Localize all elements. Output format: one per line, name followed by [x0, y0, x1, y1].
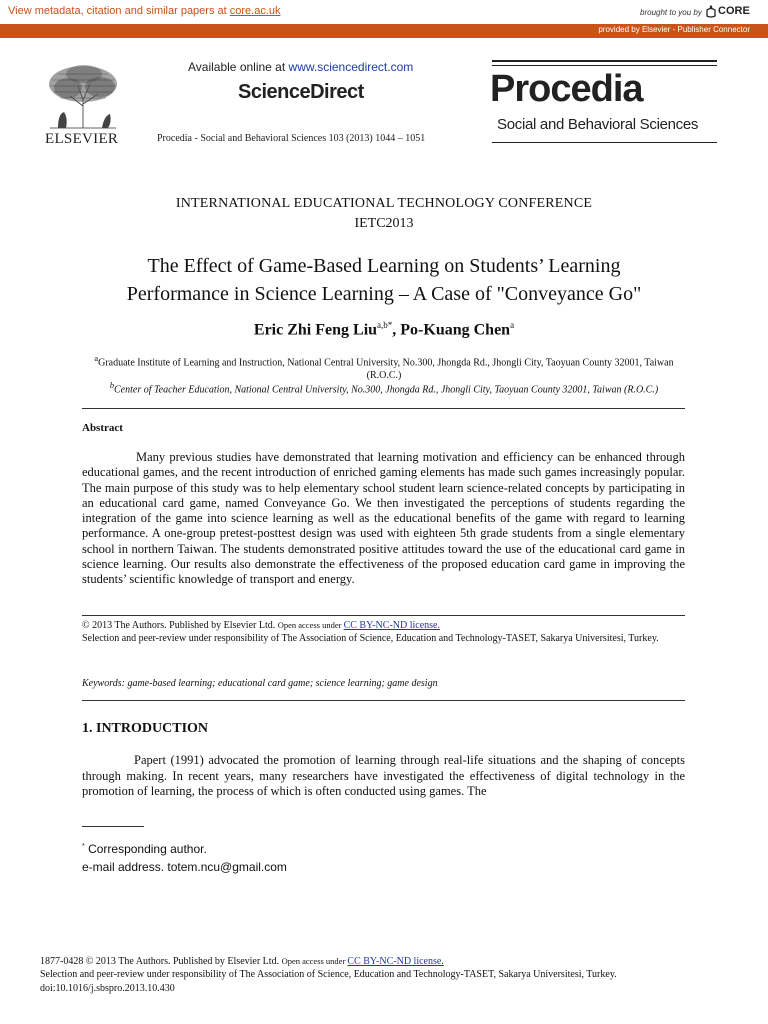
introduction-body: Papert (1991) advocated the promotion of learning through real-life situations and the shaping of concepts through making. In recent years, many researchers have investigated the effectiveness of digital technology in the promotion of learning, the process of which is often conducted using games. The: [82, 753, 685, 798]
journal-reference: Procedia - Social and Behavioral Sciences 103 (2013) 1044 – 1051: [157, 133, 426, 144]
affiliation-text: Graduate Institute of Learning and Instruction, National Central University, No.300, Jhongda Rd., Jhongli City, Taoyuan County 32001, Taiwan (R.O.C.): [98, 357, 674, 382]
core-top-bar: [0, 0, 768, 25]
elsevier-tree-logo-icon: [40, 62, 126, 130]
sciencedirect-logo: ScienceDirect: [238, 81, 364, 103]
author-name: Po-Kuang Chen: [400, 321, 511, 339]
paper-title: [0, 252, 768, 308]
issn-copyright-text: 1877-0428 © 2013 The Authors. Published by Elsevier Ltd.: [40, 956, 282, 967]
open-access-text: Open access under: [277, 620, 344, 630]
copyright-notice: [82, 619, 685, 646]
procedia-subtitle: Social and Behavioral Sciences: [497, 116, 699, 133]
paper-title-line: Performance in Science Learning – A Case of "Conveyance Go": [126, 283, 642, 305]
brought-to-you-label: brought to you by: [640, 8, 702, 17]
affiliation-a: [82, 352, 686, 382]
paper-title-line: The Effect of Game-Based Learning on Students’ Learning: [147, 255, 621, 277]
abstract-heading: Abstract: [82, 422, 123, 434]
metadata-notice: [8, 5, 281, 17]
conference-name: INTERNATIONAL EDUCATIONAL TECHNOLOGY CONFERENCE: [175, 196, 593, 211]
corresponding-author-note: [82, 842, 207, 856]
elsevier-wordmark: ELSEVIER: [45, 131, 119, 147]
copyright-text: © 2013 The Authors. Published by Elsevier Ltd.: [82, 620, 278, 631]
license-link[interactable]: CC BY-NC-ND license.: [343, 620, 440, 631]
procedia-rule: [492, 65, 717, 66]
footnote-rule: [82, 826, 144, 827]
procedia-logo: Procedia: [490, 68, 643, 110]
abstract-body: Many previous studies have demonstrated that learning motivation and efficiency can be enhanced through educational games, and the recent introduction of enriched gaming elements has made such games increasingly popular. The main purpose of this study was to help elementary school student learn science-related concepts by participating in an educational card game, named Conveyance Go. We then investigated the perceptions of students regarding the integration of the game into science learning as well as the educational benefits of the game with regard to learning performance. A one-group pretest-posttest design was used with eighteen 5th grade students from a single elementary school in northern Taiwan. The students demonstrated positive attitudes toward the use of the educational card game in science learning. Our results also demonstrate the effectiveness of the proposed education card game in improving the students’ scientific knowledge of transport and energy.: [82, 450, 685, 587]
affiliation-b: [82, 379, 686, 396]
introduction-heading: 1. INTRODUCTION: [82, 721, 209, 736]
section-divider: [82, 700, 685, 701]
license-link[interactable]: CC BY-NC-ND license.: [347, 956, 444, 967]
core-link[interactable]: core.ac.uk: [229, 5, 281, 17]
keywords: Keywords: game-based learning; educational card game; science learning; game design: [82, 678, 438, 689]
peer-review-text: Selection and peer-review under responsibility of The Association of Science, Education and Technology-TASET, Sakarya Universitesi, Turkey.: [82, 633, 659, 645]
sciencedirect-url-link[interactable]: www.sciencedirect.com: [288, 60, 414, 74]
bottom-publication-info: [40, 955, 660, 995]
author-affil-mark: a,b*: [377, 320, 393, 330]
available-prefix: Available online at: [188, 60, 289, 74]
author-separator: ,: [392, 321, 401, 339]
provided-by-text: provided by Elsevier - Publisher Connector: [598, 25, 750, 34]
author-name: Eric Zhi Feng Liu: [253, 321, 378, 339]
affiliation-text: Center of Teacher Education, National Central University, No.300, Jhongda Rd., Jhongli City, Taoyuan County 32001, Taiwan (R.O.C.): [114, 384, 659, 396]
section-divider: [82, 408, 685, 409]
doi-text: doi:10.1016/j.sbspro.2013.10.430: [40, 982, 175, 994]
peer-review-text: Selection and peer-review under responsibility of The Association of Science, Education and Technology-TASET, Sakarya Universitesi, Turkey.: [40, 969, 617, 981]
open-access-text: Open access under: [281, 956, 348, 966]
author-affil-mark: a: [510, 320, 515, 330]
corresponding-email: e-mail address. totem.ncu@gmail.com: [82, 860, 287, 874]
affiliation-mark: b: [109, 381, 114, 390]
section-divider: [82, 615, 685, 616]
available-online: [188, 60, 413, 74]
metadata-prefix: View metadata, citation and similar papers at: [8, 5, 230, 17]
core-logo-icon: [705, 4, 717, 18]
corresponding-text: Corresponding author.: [84, 842, 207, 856]
affiliation-mark: a: [94, 354, 99, 363]
procedia-rule: [492, 60, 717, 62]
procedia-rule: [492, 142, 717, 143]
core-label: CORE: [718, 5, 750, 17]
conference-code: IETC2013: [354, 216, 414, 231]
author-list: [0, 320, 768, 339]
footnote-mark: *: [82, 843, 85, 850]
provided-by-bar: [0, 24, 768, 38]
